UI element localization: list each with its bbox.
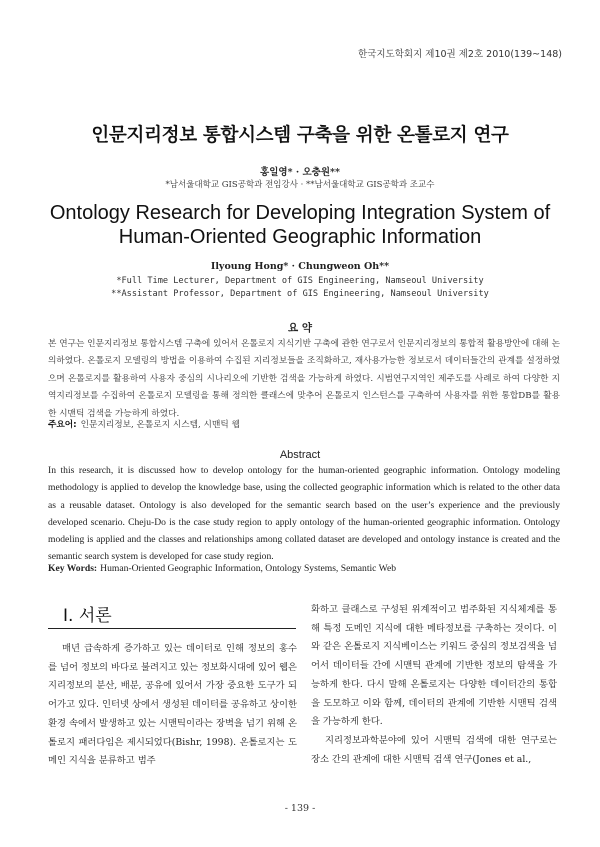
title-english-line-1: Ontology Research for Developing Integration System of [49,202,551,224]
keywords-korean-label: 주요어: [48,420,77,430]
affiliation-english-1: *Full Time Lecturer, Department of GIS Engineering, Namseoul University [116,276,484,286]
body-column-right [311,601,557,769]
body-column-left [48,640,297,771]
abstract-korean-body: 본 연구는 인문지리정보 통합시스템 구축에 있어서 온톨로지 지식기반 구축에 관한 연구로서 인문지리정보의 통합적 활용방안에 대해 논의하였다. 온톨로지 모델링의 방법을 이용하여 수집된 지리정보들을 조직화하고, 재사용가능한 정보로서 데이터들간의 관계를 설정하였으며 온톨로지를 활용하여 사용자 중심의 시나리오에 기반한 검색을 가능하게 하였다. 시범연구지역인 제주도를 사례로 하여 다양한 지역지리정보를 수집하여 온톨로지 모델링을 통해 정의한 클래스에 맞추어 온톨로지 인스턴스를 구축하여 사용자를 위한 통합DB를 활용한 시맨틱 검색을 가능하게 하였다. [48,339,560,419]
intro-paragraph-1-continued: 화하고 클래스로 구성된 위계적이고 범주화된 지식체계를 통해 특정 도메인 지식에 대한 메타정보를 구축하는 것이다. 이와 같은 온톨로지 지식베이스는 키워드 중심의 정보검색을 넘어서 데이터들 간에 시맨틱 관계에 기반한 정보의 탐색을 가능하게 한다. 다시 말해 온톨로지는 다양한 데이터간의 통합을 도모하고 이와 함께, 데이터의 관계에 기반한 시맨틱 검색을 가능하게 한다. [311,604,557,728]
abstract-english-body: In this research, it is discussed how to develop ontology for the human-oriented geographic information. Ontology modeling methodology is applied to develop the knowledge base, using the collected geographic information which is related to the other data as a reusable dataset. Ontology is also developed for the semantic search based on the user’s experience and the previously developed scenario. Cheju-Do is the case study region to apply ontology of the human-oriented geographic information. Ontology modeling is applied and the classes and relationships among collated dataset are developed and ontology instance is created and the semantic search system is developed for case study region. [48,465,560,563]
title-korean: 인문지리정보 통합시스템 구축을 위한 온톨로지 연구 [91,125,509,146]
intro-paragraph-1: 매년 급속하게 증가하고 있는 데이터로 인해 정보의 홍수를 넘어 정보의 바다로 불려지고 있는 정보화시대에 있어 웹은 지리정보의 분산, 배분, 공유에 있어서 가장 중요한 도구가 되어가고 있다. 인터넷 상에서 생성된 데이터를 공유하고 상이한 환경 속에서 발생하고 있는 시맨틱이라는 장벽을 넘기 위해 온톨로지 패러다임은 제시되었다(Bishr, 1998). 온톨로지는 도메인 지식을 분류하고 범주 [48,643,297,767]
title-english [0,201,600,249]
keywords-english-text: Human-Oriented Geographic Information, Ontology Systems, Semantic Web [100,563,397,574]
journal-info: 한국지도학회지 제10권 제2호 2010(139~148) [358,49,562,60]
keywords-english-label: Key Words: [48,563,98,574]
intro-paragraph-2: 지리정보과학분야에 있어 시맨틱 검색에 대한 연구로는 장소 간의 관계에 대한 시맨틱 검색 연구(Jones et al., [311,734,557,765]
page-number: - 139 - [284,803,316,814]
keywords-korean-text: 인문지리정보, 온톨로지 시스템, 시맨틱 웹 [80,420,240,430]
section-heading-introduction: I. 서론 [63,606,112,626]
affiliation-korean: *남서울대학교 GIS공학과 전임강사 · **남서울대학교 GIS공학과 조교수 [165,180,435,190]
keywords-korean [48,418,560,430]
authors-english: Ilyoung Hong* · Chungweon Oh** [210,261,390,272]
authors-korean: 홍일영* · 오충원** [260,167,340,178]
section-heading-rule [48,628,296,629]
abstract-english-heading: Abstract [279,449,321,461]
abstract-korean-heading: 요 약 [288,322,312,334]
keywords-english [48,563,560,574]
title-english-line-2: Human-Oriented Geographic Information [118,226,482,248]
affiliation-english-2: **Assistant Professor, Department of GIS Engineering, Namseoul University [111,289,489,299]
